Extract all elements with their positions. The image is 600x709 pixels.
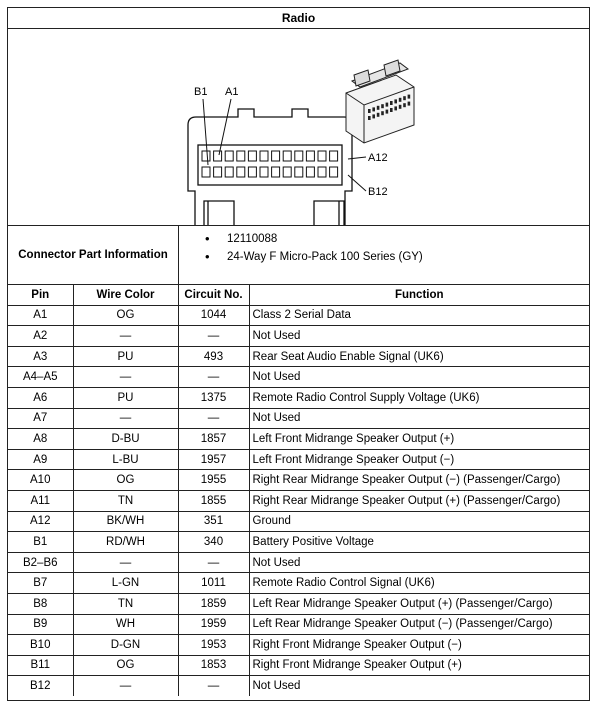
table-row xyxy=(8,490,589,511)
table-row xyxy=(8,676,589,696)
function-cell: Not Used xyxy=(249,676,589,696)
wire-color-cell: — xyxy=(73,552,178,573)
circuit-no-cell: — xyxy=(178,552,249,573)
thumbnail-pin xyxy=(390,101,393,105)
pin-cavity xyxy=(225,151,233,161)
pin-cell: A8 xyxy=(8,429,73,450)
circuit-no-cell: 340 xyxy=(178,532,249,553)
thumbnail-pin xyxy=(408,95,411,99)
header-pin: Pin xyxy=(8,285,73,305)
b12-leader-line xyxy=(348,175,366,191)
function-cell: Rear Seat Audio Enable Signal (UK6) xyxy=(249,346,589,367)
circuit-no-cell: 1859 xyxy=(178,593,249,614)
function-cell: Right Rear Midrange Speaker Output (+) (Passenger/Cargo) xyxy=(249,490,589,511)
function-cell: Right Rear Midrange Speaker Output (−) (Passenger/Cargo) xyxy=(249,470,589,491)
function-cell: Not Used xyxy=(249,367,589,388)
pin-cell: A6 xyxy=(8,387,73,408)
pin-cell: B7 xyxy=(8,573,73,594)
header-wire-color: Wire Color xyxy=(73,285,178,305)
circuit-no-cell: 1855 xyxy=(178,490,249,511)
function-cell: Battery Positive Voltage xyxy=(249,532,589,553)
pin-cavity xyxy=(283,167,291,177)
table-row xyxy=(8,408,589,429)
wire-color-cell: BK/WH xyxy=(73,511,178,532)
function-cell: Left Front Midrange Speaker Output (−) xyxy=(249,449,589,470)
connector-sheet xyxy=(7,7,590,701)
pinout-table xyxy=(8,285,589,696)
table-row xyxy=(8,367,589,388)
pin-cell: A11 xyxy=(8,490,73,511)
thumbnail-pin xyxy=(403,103,406,107)
thumbnail-pin xyxy=(372,114,375,118)
wire-color-cell: PU xyxy=(73,346,178,367)
wire-color-cell: — xyxy=(73,367,178,388)
thumbnail-pin xyxy=(377,106,380,110)
thumbnail-pin xyxy=(386,110,389,114)
circuit-no-cell: 351 xyxy=(178,511,249,532)
pin-cavity xyxy=(306,167,314,177)
pin-cell: B10 xyxy=(8,635,73,656)
circuit-no-cell: 1853 xyxy=(178,655,249,676)
table-header-row xyxy=(8,285,589,305)
table-row xyxy=(8,511,589,532)
thumbnail-pin xyxy=(399,98,402,102)
circuit-no-cell: 493 xyxy=(178,346,249,367)
table-row xyxy=(8,470,589,491)
circuit-no-cell: — xyxy=(178,326,249,347)
pin-cell: B1 xyxy=(8,532,73,553)
pin-cavity xyxy=(237,167,245,177)
pin-cell: B12 xyxy=(8,676,73,696)
pin-cell: B8 xyxy=(8,593,73,614)
table-row xyxy=(8,387,589,408)
circuit-no-cell: 1957 xyxy=(178,449,249,470)
circuit-no-cell: 1375 xyxy=(178,387,249,408)
table-row xyxy=(8,552,589,573)
pin-cell: A12 xyxy=(8,511,73,532)
thumbnail-pin xyxy=(399,105,402,109)
wire-color-cell: L-GN xyxy=(73,573,178,594)
pin-cell: A1 xyxy=(8,305,73,326)
thumbnail-pin xyxy=(368,109,371,113)
function-cell: Remote Radio Control Supply Voltage (UK6) xyxy=(249,387,589,408)
pin-cavity xyxy=(202,167,210,177)
wire-color-cell: — xyxy=(73,408,178,429)
function-cell: Right Front Midrange Speaker Output (−) xyxy=(249,635,589,656)
a1-leader-line xyxy=(219,99,231,155)
pin-cell: B9 xyxy=(8,614,73,635)
table-row xyxy=(8,635,589,656)
connector-info-list xyxy=(179,226,589,284)
function-cell: Not Used xyxy=(249,326,589,347)
table-row xyxy=(8,573,589,594)
connector-info-row xyxy=(8,226,589,285)
pin-cavity xyxy=(318,151,326,161)
pin-cavity xyxy=(214,151,222,161)
wire-color-cell: PU xyxy=(73,387,178,408)
table-row xyxy=(8,449,589,470)
pin-cavity xyxy=(330,167,338,177)
function-cell: Not Used xyxy=(249,552,589,573)
thumbnail-pin xyxy=(390,108,393,112)
circuit-no-cell: 1953 xyxy=(178,635,249,656)
pin-cavity xyxy=(330,151,338,161)
pin-cavity xyxy=(295,151,303,161)
thumbnail-pin xyxy=(381,111,384,115)
pin-cell: A7 xyxy=(8,408,73,429)
thumbnail-pin xyxy=(394,106,397,110)
wire-color-cell: — xyxy=(73,326,178,347)
pin-cell: A4–A5 xyxy=(8,367,73,388)
pin-cell: A3 xyxy=(8,346,73,367)
thumbnail-pin xyxy=(386,103,389,107)
connector-face-drawing xyxy=(8,29,589,225)
pin-cell: B2–B6 xyxy=(8,552,73,573)
pin-cell: B11 xyxy=(8,655,73,676)
thumbnail-pin xyxy=(368,116,371,120)
function-cell: Left Rear Midrange Speaker Output (+) (Passenger/Cargo) xyxy=(249,593,589,614)
table-row xyxy=(8,326,589,347)
circuit-no-cell: 1955 xyxy=(178,470,249,491)
function-cell: Left Rear Midrange Speaker Output (−) (Passenger/Cargo) xyxy=(249,614,589,635)
wire-color-cell: RD/WH xyxy=(73,532,178,553)
pin-cavity xyxy=(295,167,303,177)
pin-cell: A2 xyxy=(8,326,73,347)
circuit-no-cell: 1857 xyxy=(178,429,249,450)
pin-cavity xyxy=(306,151,314,161)
function-cell: Class 2 Serial Data xyxy=(249,305,589,326)
function-cell: Not Used xyxy=(249,408,589,429)
connector-diagram xyxy=(8,29,589,226)
label-b12: B12 xyxy=(368,186,388,198)
thumbnail-pin xyxy=(377,113,380,117)
circuit-no-cell: — xyxy=(178,408,249,429)
connector-outline xyxy=(188,109,352,225)
function-cell: Right Front Midrange Speaker Output (+) xyxy=(249,655,589,676)
thumbnail-pin xyxy=(381,104,384,108)
pin-cavity xyxy=(248,151,256,161)
pin-cavity xyxy=(237,151,245,161)
pin-cavity xyxy=(272,167,280,177)
table-row xyxy=(8,532,589,553)
pin-cavity xyxy=(318,167,326,177)
wire-color-cell: TN xyxy=(73,593,178,614)
connector-description: • 24-Way F Micro-Pack 100 Series (GY) xyxy=(201,248,589,266)
circuit-no-cell: — xyxy=(178,676,249,696)
circuit-no-cell: 1011 xyxy=(178,573,249,594)
wire-color-cell: OG xyxy=(73,655,178,676)
circuit-no-cell: — xyxy=(178,367,249,388)
thumbnail-pin xyxy=(372,107,375,111)
wire-color-cell: L-BU xyxy=(73,449,178,470)
function-cell: Ground xyxy=(249,511,589,532)
connector-part-number: • 12110088 xyxy=(201,230,589,248)
pin-cavity xyxy=(214,167,222,177)
table-row xyxy=(8,346,589,367)
thumbnail-pin xyxy=(394,99,397,103)
pin-cell: A9 xyxy=(8,449,73,470)
table-row xyxy=(8,429,589,450)
header-function: Function xyxy=(249,285,589,305)
a12-leader-line xyxy=(348,157,366,159)
label-a1: A1 xyxy=(225,86,239,98)
pin-cavity xyxy=(225,167,233,177)
wire-color-cell: OG xyxy=(73,470,178,491)
wire-color-cell: TN xyxy=(73,490,178,511)
pin-cavity xyxy=(283,151,291,161)
wire-color-cell: OG xyxy=(73,305,178,326)
connector-info-label: Connector Part Information xyxy=(8,226,179,284)
pin-cavity xyxy=(202,151,210,161)
page-title: Radio xyxy=(8,8,589,29)
wire-color-cell: D-BU xyxy=(73,429,178,450)
table-row xyxy=(8,614,589,635)
connector-3d-thumbnail xyxy=(346,60,414,143)
function-cell: Left Front Midrange Speaker Output (+) xyxy=(249,429,589,450)
circuit-no-cell: 1044 xyxy=(178,305,249,326)
wire-color-cell: WH xyxy=(73,614,178,635)
pin-cell: A10 xyxy=(8,470,73,491)
pin-cavity xyxy=(260,151,268,161)
table-row xyxy=(8,593,589,614)
thumbnail-pin xyxy=(403,96,406,100)
circuit-no-cell: 1959 xyxy=(178,614,249,635)
thumbnail-pin xyxy=(408,102,411,106)
table-row xyxy=(8,655,589,676)
wire-color-cell: D-GN xyxy=(73,635,178,656)
function-cell: Remote Radio Control Signal (UK6) xyxy=(249,573,589,594)
label-b1: B1 xyxy=(194,86,208,98)
pin-cavity xyxy=(272,151,280,161)
table-row xyxy=(8,305,589,326)
label-a12: A12 xyxy=(368,152,388,164)
header-circuit-no: Circuit No. xyxy=(178,285,249,305)
b1-leader-line xyxy=(203,99,208,165)
pin-cavity xyxy=(248,167,256,177)
pin-cavity xyxy=(260,167,268,177)
wire-color-cell: — xyxy=(73,676,178,696)
